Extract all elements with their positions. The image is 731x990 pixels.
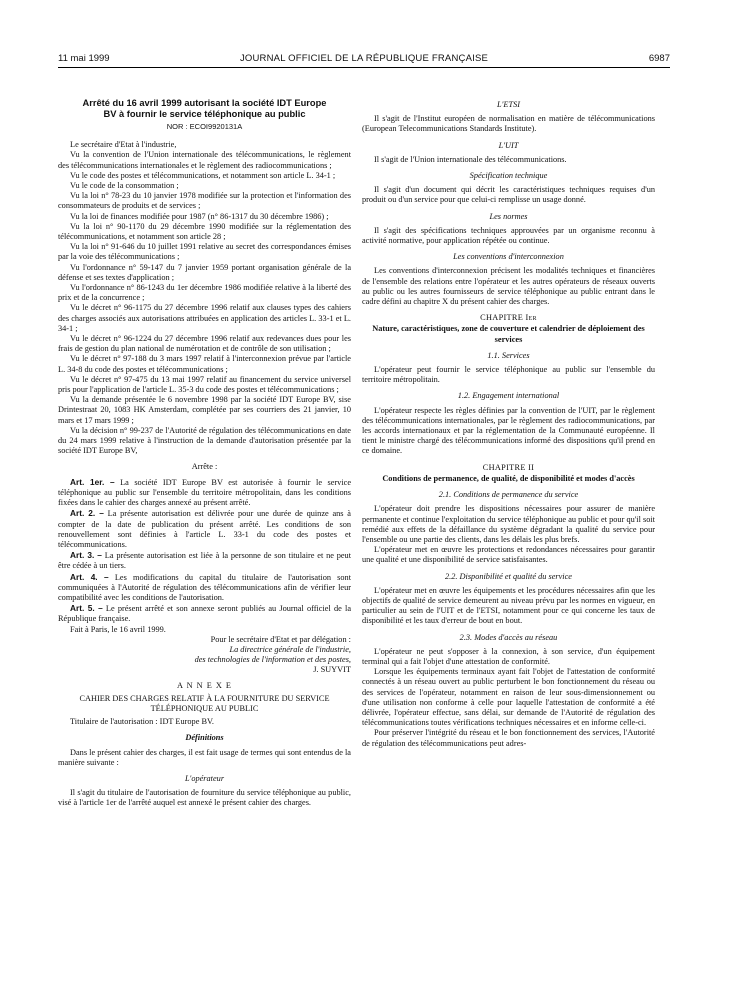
page-header [58, 53, 670, 67]
header-date: 11 mai 1999 [58, 53, 110, 64]
section-2-3-heading: 2.3. Modes d'accès au réseau [459, 632, 558, 642]
annexe-heading: A N N E X E [176, 680, 233, 690]
normes-heading: Les normes [489, 211, 528, 221]
visa-paragraph: Vu la convention de l'Union internationale des télécommunications, le règlement des télécommunications internationales et le règlement des radiocommunications ; [58, 150, 351, 170]
arrete-heading: Arrête : [191, 461, 218, 471]
header-journal-title: JOURNAL OFFICIEL DE LA RÉPUBLIQUE FRANÇAISE [239, 53, 489, 64]
section-1-2-text: L'opérateur respecte les règles définies par la convention de l'UIT, par le règlement des télécommunications internationales, par le règlement des radiocommunications, par les accords internationaux et par la réglementation de la Communauté européenne. Il tient le ministre chargé des télécommunications informé des dispositions qu'il prend en ce domaine. [362, 405, 655, 456]
section-1-1-heading: 1.1. Services [487, 350, 530, 360]
section-1-1-text: L'opérateur peut fournir le service téléphonique au public sur l'ensemble du territoire métropolitain. [362, 365, 655, 385]
section-1-2-heading: 1.2. Engagement international [457, 391, 560, 401]
nor-reference: NOR : ECOI9920131A [166, 122, 243, 131]
article-label: Art. 2. – [70, 508, 104, 519]
etsi-text: Il s'agit de l'Institut européen de normalisation en matière de télécommunications (European Telecommunications Standards Institute). [362, 114, 655, 134]
visa-paragraph: Vu l'ordonnance n° 59-147 du 7 janvier 1959 portant organisation générale de la défense et ses textes d'application ; [58, 262, 351, 282]
cahier-heading: CAHIER DES CHARGES RELATIF À LA FOURNITURE DU SERVICE TÉLÉPHONIQUE AU PUBLIC [79, 693, 330, 713]
visas [58, 140, 351, 456]
chapter-2-label: CHAPITRE II [482, 462, 535, 472]
visa-paragraph: Vu la loi de finances modifiée pour 1987 (n° 86-1317 du 30 décembre 1986) ; [70, 211, 329, 221]
conventions-text: Les conventions d'interconnexion précisent les modalités techniques et financières de l'ensemble des relations entre l'opérateur et les autres opérateurs de réseaux ouverts au public ou les autres fournisseurs de service téléphonique au public entrant dans le cadre défini au chapitre X du présent cahier des charges. [362, 266, 655, 307]
article-text: La présente autorisation est délivrée pour une durée de quinze ans à compter de la date de publication du présent arrêté. Les conditions de son renouvellement sont définies à l'article L. 33-1 du code des postes et télécommunications. [58, 509, 351, 549]
fait-line: Fait à Paris, le 16 avril 1999. [70, 624, 166, 634]
visa-paragraph: Le secrétaire d'Etat à l'industrie, [70, 140, 177, 150]
conventions-heading: Les conventions d'interconnexion [453, 252, 564, 262]
section-2-3-text: Pour préserver l'intégrité du réseau et le bon fonctionnement des services, l'Autorité de régulation des télécommunications peut adres- [362, 728, 655, 748]
spec-heading: Spécification technique [469, 171, 548, 181]
section-2-2-heading: 2.2. Disponibilité et qualité du service [445, 571, 572, 581]
definitions-heading: Définitions [185, 733, 224, 743]
visa-paragraph: Vu la loi n° 90-1170 du 29 décembre 1990 modifiée sur la réglementation des télécommunications, et notamment son article 28 ; [58, 221, 351, 242]
signature-title-1: La directrice générale de l'industrie, [229, 644, 351, 654]
visa-paragraph: Vu la loi n° 91-646 du 10 juillet 1991 relative au secret des correspondances émises par la voie des télécommunications ; [58, 242, 351, 262]
header-page-number: 6987 [648, 53, 670, 64]
signature-delegation: Pour le secrétaire d'Etat et par délégation : [210, 634, 351, 644]
section-2-1-heading: 2.1. Conditions de permanence du service [438, 490, 579, 500]
visa-paragraph: Vu le décret n° 96-1175 du 27 décembre 1996 relatif aux clauses types des cahiers des charges associés aux autorisations attribuées en application des articles L. 33-1 et L. 34-1 ; [58, 303, 351, 333]
article-text: Le présent arrêté et son annexe seront publiés au Journal officiel de la République française. [58, 604, 351, 624]
right-column [362, 100, 655, 749]
header-rule [58, 67, 670, 68]
chapter-2-title: Conditions de permanence, de qualité, de disponibilité et modes d'accès [382, 473, 635, 483]
visa-paragraph: Vu le décret n° 97-475 du 13 mai 1997 relatif au financement du service universel pris pour l'application de l'article L. 35-3 du code des postes et télécommunications ; [58, 374, 351, 395]
visa-paragraph: Vu le code de la consommation ; [70, 181, 179, 191]
article-1 [58, 477, 351, 509]
signature-title-2: des technologies de l'information et des postes, [194, 655, 351, 665]
uit-text: Il s'agit de l'Union internationale des télécommunications. [374, 154, 567, 164]
etsi-heading: L'ETSI [497, 100, 520, 109]
chapter-1-label: CHAPITRE Ier [480, 313, 537, 323]
article-5 [58, 603, 351, 624]
article-text: La société IDT Europe BV est autorisée à fournir le service téléphonique au public sur l'ensemble du territoire métropolitain, dans les conditions fixées dans le cahier des charges annexé au présent arrêté. [58, 477, 352, 508]
visa-paragraph: Vu le décret n° 97-188 du 3 mars 1997 relatif à l'interconnexion prévue par l'article L. 34-8 du code des postes et télécommunications ; [58, 354, 351, 374]
visa-paragraph: Vu l'ordonnance n° 86-1243 du 1er décembre 1986 modifiée relative à la liberté des prix et de la concurrence ; [58, 283, 351, 303]
article-3 [58, 550, 351, 571]
spec-text: Il s'agit d'un document qui décrit les caractéristiques techniques requises d'un produit ou d'un service pour que celui-ci remplisse un usage donné. [362, 185, 655, 205]
section-2-2-text: L'opérateur met en œuvre les équipements et les procédures nécessaires afin que les objectifs de qualité de service demeurent au niveau prévu par les normes en vigueur, en particulier au sein de l'UIT et de l'ETSI, notamment pour ce qui concerne les taux de disponibilité et les taux d'erreur de bout en bout. [362, 585, 655, 626]
titulaire-line: Titulaire de l'autorisation : IDT Europe BV. [70, 717, 214, 727]
section-2-1-text: L'opérateur met en œuvre les protections et redondances nécessaires pour garantir une qualité et une disponibilité de service satisfaisantes. [362, 545, 655, 565]
article-label: Art. 5. – [70, 603, 103, 614]
signature-name: J. SUYVIT [313, 665, 351, 675]
decree-title: Arrêté du 16 avril 1999 autorisant la société IDT Europe BV à fournir le service téléphonique au public [82, 98, 327, 119]
article-text: Les modifications du capital du titulaire de l'autorisation sont communiquées à l'Autorité de régulation des télécommunications afin de vérifier leur compatibilité avec les conditions de l'autorisation. [58, 572, 351, 602]
visa-paragraph: Vu le code des postes et télécommunications, et notamment son article L. 34-1 ; [70, 170, 336, 180]
section-2-3-text: Lorsque les équipements terminaux ayant fait l'objet de l'attestation de conformité connectés à un réseau ouvert au public perturbent le bon fonctionnement du réseau ou des services de l'opérateur, notamment en raison de leur sous-dimensionnement ou d'une utilisation non conforme à celle pour laquelle l'attestation de conformité a été délivrée, l'opérateur effectue, sans délai, sur demande de l'Autorité de régulation des télécommunications toutes vérifications techniques nécessaires et en informe celle-ci. [362, 667, 655, 728]
operateur-heading: L'opérateur [184, 773, 225, 783]
article-label: Art. 3. – [70, 550, 102, 561]
article-label: Art. 4. – [70, 571, 109, 582]
definitions-text: Dans le présent cahier des charges, il est fait usage de termes qui sont entendus de la manière suivante : [58, 747, 351, 767]
article-label: Art. 1er. – [70, 476, 115, 487]
operateur-text: Il s'agit du titulaire de l'autorisation de fourniture du service téléphonique au public, visé à l'article 1er de l'arrêté auquel est annexé le présent cahier des charges. [58, 788, 351, 808]
visa-paragraph: Vu la décision n° 99-237 de l'Autorité de régulation des télécommunications en date du 24 mars 1999 relative à l'instruction de la demande d'autorisation présentée par la société IDT Europe BV, [58, 425, 351, 456]
uit-heading: L'UIT [498, 140, 519, 150]
section-2-3-text: L'opérateur ne peut s'opposer à la connexion, à son service, d'un équipement terminal qui a fait l'objet d'une attestation de conformité. [362, 646, 655, 666]
visa-paragraph: Vu la demande présentée le 6 novembre 1998 par la société IDT Europe BV, sise Drintestraat 20, 1083 HK Amsterdam, complétée par ses courriers des 21 janvier, 10 mars et 17 mars 1999 ; [58, 395, 351, 425]
chapter-1-title: Nature, caractéristiques, zone de couverture et calendrier de déploiement des services [372, 324, 645, 344]
section-2-1-text: L'opérateur doit prendre les dispositions nécessaires pour assurer de manière permanente et continue l'exploitation du service téléphonique au public et pour qu'il soit remédié aux effets de la défaillance du système dégradant la qualité du service pour l'ensemble ou une partie des clients, dans les délais les plus brefs. [362, 504, 655, 544]
normes-text: Il s'agit des spécifications techniques approuvées par un organisme reconnu à activité normative, pour application répétée ou continue. [362, 225, 655, 246]
left-column [58, 98, 351, 809]
visa-paragraph: Vu le décret n° 96-1224 du 27 décembre 1996 relatif aux redevances dues pour les frais de gestion du plan national de numérotation et de contrôle de son utilisation ; [58, 334, 351, 354]
article-4 [58, 572, 351, 604]
visa-paragraph: Vu la loi n° 78-23 du 10 janvier 1978 modifiée sur la protection et l'information des consommateurs de produits et de services ; [58, 191, 351, 211]
article-2 [58, 508, 351, 550]
article-text: La présente autorisation est liée à la personne de son titulaire et ne peut être cédée à un tiers. [58, 551, 352, 571]
